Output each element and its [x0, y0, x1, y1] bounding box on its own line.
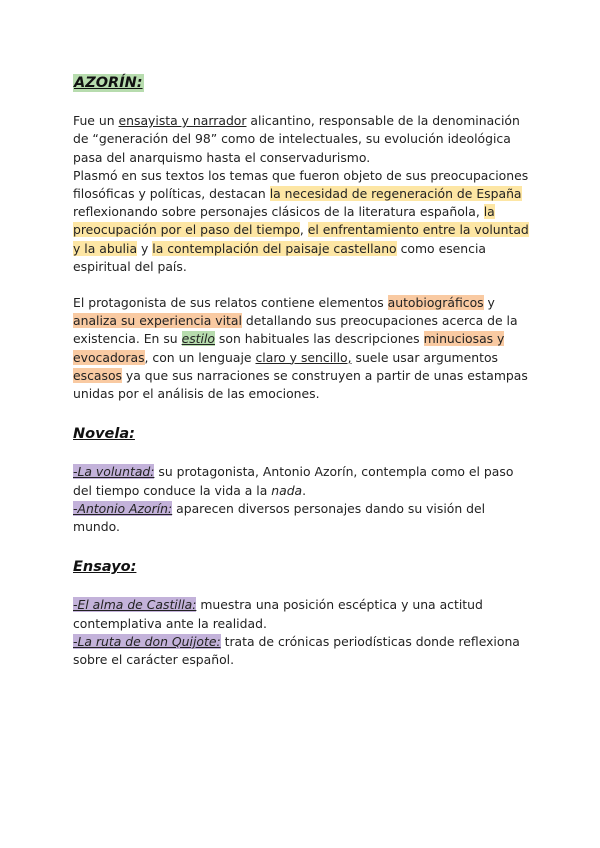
text-run: y	[137, 240, 153, 256]
underlined-phrase: ensayista y narrador	[118, 113, 247, 129]
intro-paragraph	[73, 112, 530, 276]
work-title-la-ruta-de-don-quijote: -La ruta de don Quijote:	[73, 633, 221, 649]
text-run: ya que sus narraciones se construyen a partir de unas estampas unidas por el análisis de las emociones.	[73, 367, 528, 402]
text-run: El protagonista de sus relatos contiene elementos	[73, 295, 388, 311]
text-run: reflexionando sobre personajes clásicos de la literatura española,	[73, 204, 484, 220]
italic-word: nada	[271, 482, 303, 498]
highlight-orange: analiza su experiencia vital	[73, 313, 242, 329]
text-run: y	[483, 295, 495, 311]
highlight-yellow: la contemplación del paisaje castellano	[152, 240, 397, 256]
work-title-el-alma-de-castilla: -El alma de Castilla:	[73, 597, 197, 613]
highlight-orange: autobiográficos	[387, 295, 484, 311]
text-run: son habituales las descripciones	[214, 331, 424, 347]
highlight-orange: minuciosas y evocadoras	[73, 331, 505, 365]
text-run: Plasmó en sus textos los temas que fueron objeto de sus preocupaciones filosóficas y políticas, destacan	[73, 167, 529, 202]
work-title-antonio-azorin: -Antonio Azorín:	[73, 500, 173, 516]
highlight-green: estilo	[181, 331, 215, 347]
text-run: Fue un	[73, 113, 119, 129]
ensayo-list	[73, 596, 530, 669]
text-run: muestra una posición escéptica y una actitud contemplativa ante la realidad.	[73, 597, 483, 631]
style-paragraph	[73, 294, 530, 403]
novela-heading: Novela:	[73, 426, 135, 443]
text-run: alicantino, responsable de la denominación de “generación del 98” como de intelectuales, su evolución ideológica pasa del anarquismo hasta el conservadurismo.	[73, 113, 520, 165]
ensayo-heading: Ensayo:	[73, 559, 137, 576]
text-run: su protagonista, Antonio Azorín, contempla como el paso del tiempo conduce la vida a la	[73, 464, 514, 498]
highlight-yellow: la necesidad de regeneración de España	[269, 186, 522, 202]
underlined-phrase: claro y sencillo,	[255, 349, 352, 365]
highlight-yellow: la preocupación por el paso del tiempo	[73, 204, 495, 238]
text-run: suele usar argumentos	[351, 349, 498, 365]
text-run: .	[302, 482, 307, 498]
page-title: AZORÍN:	[74, 75, 143, 91]
highlight-yellow: el enfrentamiento entre la voluntad y la abulia	[73, 222, 529, 256]
text-run: ,	[299, 222, 308, 238]
text-run: trata de crónicas periodísticas donde reflexiona sobre el carácter español.	[73, 633, 520, 668]
work-title-la-voluntad: -La voluntad:	[73, 464, 155, 480]
text-run: , con un lenguaje	[144, 349, 256, 365]
highlight-orange: escasos	[73, 367, 122, 383]
text-run: aparecen diversos personajes dando su visión del mundo.	[73, 500, 486, 535]
text-run: como esencia espiritual del país.	[73, 240, 486, 274]
text-run: detallando sus preocupaciones acerca de la existencia. En su	[73, 313, 518, 347]
novela-list	[73, 463, 530, 536]
